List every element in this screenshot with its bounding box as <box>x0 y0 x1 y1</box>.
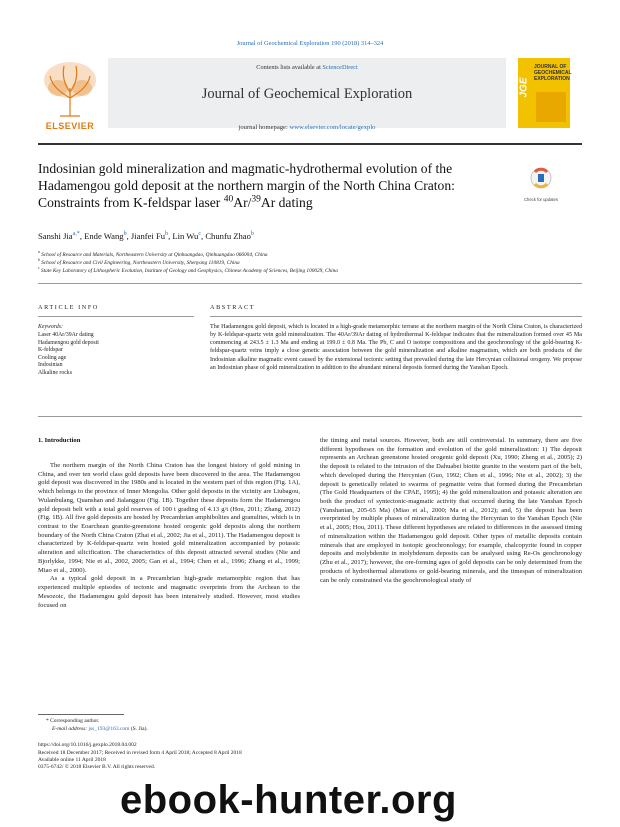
contents-line <box>108 64 506 71</box>
keyword: K-feldspar <box>38 347 63 354</box>
article-title <box>38 160 508 211</box>
corresponding-note: * Corresponding author. <box>46 718 100 724</box>
author-affiliation-marker[interactable]: b <box>250 231 254 238</box>
keyword: Cooling age <box>38 354 67 361</box>
title-isotope-1: 40 <box>223 194 234 205</box>
author-link[interactable] <box>131 231 168 241</box>
paragraph: As a typical gold deposit in a Precambrian high-grade metamorphic region that has experienced multiple episodes of tectonic and magmatic overprints from the Archean to the Mesozoic, the Hadamengou gold deposit has been intensively studied. However, most studies focused on <box>38 575 300 609</box>
paragraph: The northern margin of the North China Craton has the longest history of gold mining in China, and over ten world class gold deposits have been discovered in the area. The Hadamengou gold deposit was discovered in the 1980s and is located in the western part of this region (Fig. 1A), which belongs to the province of Inner Mongolia. Other gold deposits in the vicinity are Liubagou, Wulanbulang, Quanshan and Jialanggou (Fig. 1B). Together these deposits form the Hadamengou gold deposit belt with a total gold reserves of 100 t grading of 4.13 g/t (Hou, 2011; Zhang, 2012) (Fig. 1B). All five gold deposits are hosted by Precambrian amphibolites and granulites, which is in contrast to the Eoarchean granite-greenstone hosted orogenic gold deposits along the northern boundary of the North China Craton (Zhai et al., 2002; Jia et al., 2011). The Hadamengou deposit is characterized by K-feldspar-quartz vein hosted gold mineralization accompanied by potassic alteration and silicification. The characteristics of this deposit attracted several studies (Nie and Bjorlykke, 1994; Nie et al., 2002, 2005; Gan et al., 1994; Chen et al., 1996; Zhang et al., 1999; Miao et al., 2000). <box>38 462 300 574</box>
author-affiliation-marker[interactable]: b <box>165 231 169 238</box>
author-link[interactable] <box>205 231 254 241</box>
header-rule <box>38 143 582 145</box>
author-name: Lin Wu <box>172 231 199 241</box>
abstract-heading: ABSTRACT <box>210 304 256 311</box>
affiliation-rule <box>38 283 582 284</box>
title-mid: Ar/ <box>233 195 252 210</box>
email-line <box>52 726 352 733</box>
abstract-rule <box>210 316 582 317</box>
author-name: Chunfu Zhao <box>205 231 251 241</box>
author-affiliation-marker[interactable]: a,* <box>72 231 80 238</box>
affiliation-text: State Key Laboratory of Lithospheric Evolution, Institute of Geology and Geophysics, Chinese Academy of Sciences, Beijing 100029, China <box>40 268 338 274</box>
copyright: 0375-6742/ © 2018 Elsevier B.V. All rights reserved. <box>38 764 156 770</box>
paragraph: the timing and metal sources. However, both are still controversial. In summary, there are five different hypotheses on the formation and evolution of the gold mineralization: 1) The deposit represents an Archean greenstone hosted orogenic gold deposit (Xu, 1990; Zheng et al., 2005); 2) the deposit is related to the intrusion of the Dahuabei biotite granite in the western part of the belt, which developed during the Hercynian (Guo, 1992; Chen et al., 1996; Nie et al., 2002); 3) the deposit is genetically related to swarms of pegmatite veins that formed during the Precambrian (The Gold Headquarters of the CPAE, 1995); 4) the gold mineralization and potassic alteration are both the product of syntectonic-magmatic activity that occurred during the late Yanshan Epoch (Yanshanian, 205-65 Ma) (Miao et al., 2000; Ma et al., 2012); and, 5) the deposit has been overprinted by multiple phases of mineralization during the Hercynian to the Yanshan Epoch (Nie et al., 2005; Hou, 2011). These different hypotheses are related to differences in the assessed timing of mineralization within the Hadamengou gold deposit. Other types of metallic deposits contain minerals that are employed in isotopic geochronology; for example, chalcopyrite found in copper deposits and molybdenite in molybdenum deposits can be analysed using Re-Os geochronology (Zhu et al., 2017); however, the ore-forming ages of gold deposits can be only determined from the products of hydrothermal alterations or gold-bearing minerals, and the timespan of mineralization can be only constrained via the geochronological study of <box>320 437 582 584</box>
check-updates-icon <box>522 166 560 192</box>
article-info-heading: ARTICLE INFO <box>38 304 99 311</box>
elsevier-tree-logo <box>38 58 102 130</box>
email-label: E-mail address: <box>52 726 89 732</box>
sciencedirect-link[interactable]: ScienceDirect <box>322 64 358 71</box>
publisher-name: ELSEVIER <box>45 121 95 131</box>
affiliation <box>38 268 578 274</box>
author-list: Sanshi Jia$^{a,*}$, Ende Wang$^b$, Jianfei Fu$^b$, Lin Wu$^c$, Chunfu Zhao$^b$ <box>38 231 254 241</box>
cover-title: JOURNAL OF GEOCHEMICAL EXPLORATION <box>534 64 572 82</box>
affiliation <box>38 252 578 258</box>
section-heading-introduction: 1. Introduction <box>38 437 81 444</box>
affiliation-text: School of Resource and Civil Engineering, Northeastern University, Shenyang 110819, China <box>41 260 240 266</box>
homepage-prefix: journal homepage: <box>238 124 290 131</box>
author-link[interactable] <box>172 231 201 241</box>
author-name: Jianfei Fu <box>130 231 166 241</box>
keyword: Hadamengou gold deposit <box>38 339 99 346</box>
footnote-rule <box>38 714 124 715</box>
title-end: Ar dating <box>260 195 313 210</box>
author-name: Sanshi Jia <box>38 231 73 241</box>
doi-link[interactable]: https://doi.org/10.1016/j.gexplo.2018.04.002 <box>38 742 137 748</box>
keyword-list <box>38 332 188 378</box>
keywords-label: Keywords: <box>38 324 63 330</box>
affiliation-marker: a <box>38 250 40 255</box>
author-link[interactable] <box>84 231 127 241</box>
journal-citation[interactable]: Journal of Geochemical Exploration 190 (2018) 314–324 <box>236 40 384 47</box>
homepage-line <box>108 124 506 131</box>
left-column <box>38 462 300 610</box>
homepage-link[interactable]: www.elsevier.com/locate/gexplo <box>289 124 376 131</box>
email-suffix: (S. Jia). <box>129 726 148 732</box>
keyword: Laser 40Ar/39Ar dating <box>38 332 94 338</box>
cover-image <box>536 92 566 122</box>
author-affiliation-marker[interactable]: b <box>123 231 127 238</box>
affiliation-marker: c <box>38 266 40 271</box>
received-dates: Received 18 December 2017; Received in revised form 4 April 2018; Accepted 8 April 2018 <box>38 750 242 756</box>
check-for-updates-button[interactable] <box>522 166 560 204</box>
abstract-bottom-rule <box>38 416 582 417</box>
watermark: ebook-hunter.org <box>120 778 457 822</box>
affiliation-marker: b <box>38 258 40 263</box>
online-date: Available online 11 April 2018 <box>38 757 106 763</box>
title-isotope-2: 39 <box>251 194 261 205</box>
author-name: Ende Wang <box>84 231 124 241</box>
abstract-text: The Hadamengou gold deposit, which is located in a high-grade metamorphic terrane at the northern margin of the North China Craton, is characterized by K-feldspar-quartz vein gold mineralization. The 40Ar/39Ar dating of hydrothermal K-feldspar indicates that the mineralization formed over 45 Ma commencing at 243.5 ± 1.3 Ma and ending at 199.0 ± 0.8 Ma. The Pb, C and O isotope compositions and the geochronology of the gold-bearing K-feldspar-quartz veins imply a close genetic association between the gold mineralization and alkaline magmatism, which are both products of the Indosinian alkaline magmatic event caused by the extensional tectonic setting that prevailed during the late Hercynian collisional orogeny. We propose an Indosinian phase of gold mineralization in addition to the abundant mineral deposits formed during the Yanshan Epoch. <box>210 324 582 371</box>
affiliation <box>38 260 578 266</box>
journal-cover <box>518 58 570 128</box>
check-updates-label: Check for updates <box>524 197 558 202</box>
keyword: Indosinian <box>38 362 63 369</box>
corresponding-text: Corresponding author. <box>50 718 100 724</box>
affiliation-text: School of Resource and Materials, Northeastern University at Qinhuangdao, Qinhuangdao 066004, China <box>41 252 268 258</box>
cover-abbrev: JGE <box>518 77 530 98</box>
title-main: Indosinian gold mineralization and magmatic-hydrothermal evolution of the Hadamengou gold deposit at the northern margin of the North China Craton: Constraints from K-feldspar laser <box>38 161 455 210</box>
keyword: Alkaline rocks <box>38 369 72 376</box>
author-link[interactable] <box>38 231 80 241</box>
author-affiliation-marker[interactable]: c <box>198 231 202 238</box>
email-link[interactable]: jss_193@163.com <box>88 726 130 732</box>
info-rule <box>38 316 194 317</box>
right-column <box>320 437 582 585</box>
contents-prefix: Contents lists available at <box>256 64 323 71</box>
journal-title: Journal of Geochemical Exploration <box>201 86 413 102</box>
